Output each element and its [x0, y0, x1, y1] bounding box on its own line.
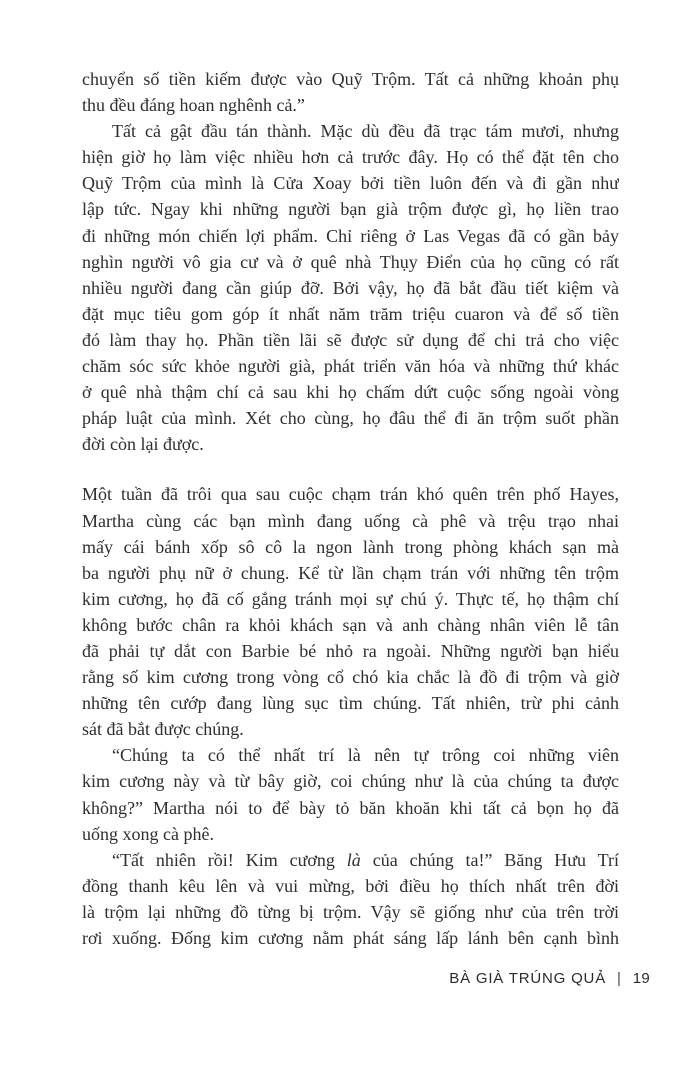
text-line: sát đã bắt được chúng. — [82, 719, 244, 740]
text-line: nhiều người đang cần giúp đỡ. Bởi vậy, họ đã bắt đầu tiết kiệm và — [82, 277, 619, 298]
text-line: đó làm thay họ. Phần tiền lãi sẽ được sử dụng để chi trả cho việc — [82, 329, 619, 350]
text-line: Quỹ Trộm của mình là Cửa Xoay bởi tiền luôn đến và đi gần như — [82, 173, 619, 194]
text-line: ở quê nhà thậm chí cả sau khi họ chấm dứt cuộc sống ngoài vòng — [82, 382, 619, 403]
text-line: không bước chân ra khỏi khách sạn và anh chàng nhân viên lễ tân — [82, 614, 619, 635]
text-line: hiện giờ họ làm việc nhiều hơn cả trước đây. Họ có thể đặt tên cho — [82, 147, 619, 168]
footer-page-number: 19 — [632, 970, 650, 987]
text-line: đặt mục tiêu gom góp ít nhất năm trăm triệu cuaron và để số tiền — [82, 303, 619, 324]
text-line: “Tất nhiên rồi! Kim cương là của chúng ta!” Băng Hưu Trí — [112, 849, 619, 870]
text-line: Tất cả gật đầu tán thành. Mặc dù đều đã trạc tám mươi, nhưng — [112, 121, 619, 142]
text-line: chuyển số tiền kiếm được vào Quỹ Trộm. Tất cả những khoản phụ — [82, 69, 619, 89]
text-line: Martha cùng các bạn mình đang uống cà phê và trệu trạo nhai — [82, 510, 619, 531]
text-line: ba người phụ nữ ở chung. Kể từ lần chạm trán với những tên trộm — [82, 562, 619, 583]
text-line: mấy cái bánh xốp sô cô la ngon lành trong phòng khách sạn mà — [82, 536, 619, 557]
text-line: chăm sóc sức khỏe người già, phát triển văn hóa và những thứ khác — [82, 356, 619, 377]
text-line: không?” Martha nói to để bày tỏ băn khoăn khi tất cả bọn họ đã — [82, 797, 619, 818]
text-line: đi những món chiến lợi phẩm. Chỉ riêng ở Las Vegas đã có gần bảy — [82, 225, 619, 246]
footer-separator: | — [617, 970, 622, 987]
text-line: là trộm lại những đồ từng bị trộm. Vậy sẽ giống như của trên trời — [82, 901, 619, 922]
book-page-text — [82, 66, 619, 951]
text-line: đồng thanh kêu lên và vui mừng, bởi điều họ thích nhất trên đời — [82, 875, 619, 896]
text-line: kim cương này và từ bây giờ, coi chúng như là của chúng ta được — [82, 771, 619, 792]
text-line: thu đều đáng hoan nghênh cả.” — [82, 95, 305, 116]
text-line: rơi xuống. Đống kim cương nằm phát sáng lấp lánh bên cạnh bình — [82, 928, 619, 948]
page-footer — [449, 970, 650, 987]
text-line: “Chúng ta có thể nhất trí là nên tự trông coi những viên — [112, 745, 619, 766]
text-line: Một tuần đã trôi qua sau cuộc chạm trán khó quên trên phố Hayes, — [82, 484, 619, 505]
text-line: đã phải tự dắt con Barbie bé nhỏ ra ngoài. Những người bạn hiểu — [82, 640, 619, 661]
text-line: rằng số kim cương trong vòng cổ chó kia chắc là đồ đi trộm và giờ — [82, 667, 619, 688]
footer-book-title: BÀ GIÀ TRÚNG QUẢ — [449, 970, 606, 987]
text-line: kim cương, họ đã cố gắng tránh mọi sự chú ý. Thực tế, họ thậm chí — [82, 588, 619, 609]
text-line: những tên cướp đang lùng sục tìm chúng. Tất nhiên, trừ phi cảnh — [82, 693, 619, 714]
text-line: đời còn lại được. — [82, 434, 204, 455]
text-line: nghìn người vô gia cư và ở quê nhà Thụy Điển của họ cũng có rất — [82, 251, 619, 272]
text-line: uống xong cà phê. — [82, 823, 214, 844]
text-line: pháp luật của mình. Xét cho cùng, họ đâu thể đi ăn trộm suốt phần — [82, 408, 619, 429]
text-line: lập tức. Ngay khi những người bạn già trộm được gì, họ liền trao — [82, 199, 619, 220]
